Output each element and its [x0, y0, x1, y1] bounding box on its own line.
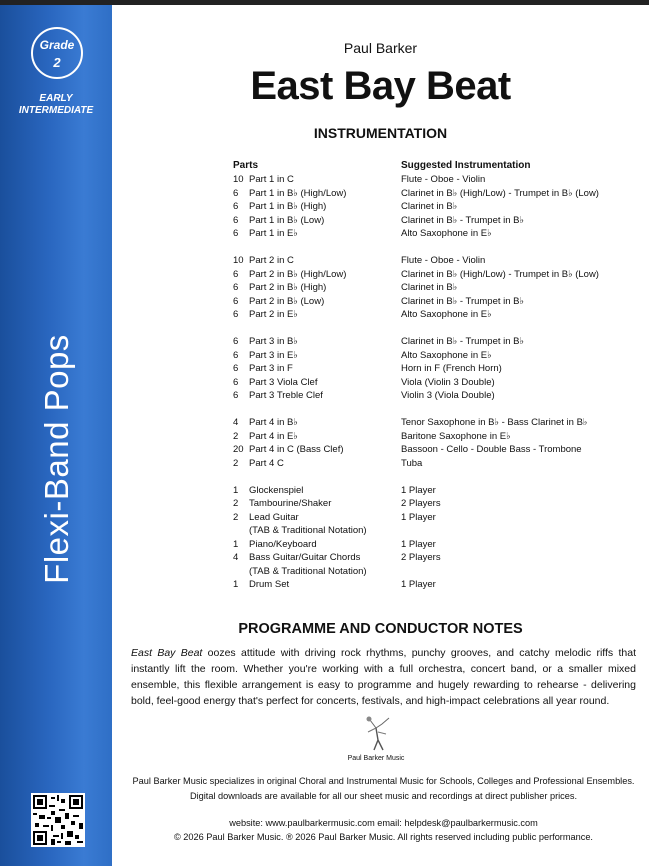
suggested-instrumentation: Alto Saxophone in E♭	[401, 309, 492, 320]
instrumentation-row	[233, 173, 633, 187]
notes-paragraph	[131, 645, 636, 709]
part-name: Drum Set	[249, 579, 290, 590]
suggested-instrumentation: Clarinet in B♭ - Trumpet in B♭	[401, 336, 525, 347]
suggested-instrumentation: Alto Saxophone in E♭	[401, 228, 492, 239]
part-quantity: 10	[233, 255, 244, 266]
publisher-contact	[131, 816, 636, 844]
part-name: (TAB & Traditional Notation)	[249, 565, 367, 577]
part-name: Part 1 in B♭ (Low)	[249, 214, 325, 226]
copyright-line: © 2026 Paul Barker Music. ® 2026 Paul Barker Music. All rights reserved including public performance.	[173, 832, 593, 842]
part-quantity: 20	[233, 444, 244, 455]
instrumentation-row	[233, 362, 633, 376]
part-name: Bass Guitar/Guitar Chords	[249, 552, 361, 563]
part-name: Part 4 in B♭	[249, 417, 298, 428]
instrumentation-row	[233, 214, 633, 228]
grade-level-line1: EARLY	[39, 93, 73, 104]
part-quantity: 2	[233, 511, 239, 523]
suggested-instrumentation: Clarinet in B♭ - Trumpet in B♭	[401, 214, 525, 226]
part-quantity: 6	[233, 214, 239, 226]
suggested-instrumentation: 2 Players	[401, 498, 441, 509]
group-spacer	[233, 403, 633, 417]
instrumentation-row	[233, 389, 633, 403]
parts-column-header: Parts	[233, 160, 259, 171]
instrumentation-row	[233, 565, 633, 579]
part-name: Part 4 in C (Bass Clef)	[249, 444, 344, 455]
suggested-instrumentation: 1 Player	[401, 579, 436, 590]
instrumentation-row	[233, 551, 633, 565]
musician-logo-icon	[356, 714, 396, 754]
grade-label: Grade	[39, 38, 75, 52]
part-name: Part 1 in E♭	[249, 228, 298, 239]
suggested-instrumentation: Tuba	[401, 457, 423, 469]
part-name: Part 2 in B♭ (High)	[249, 282, 327, 293]
suggested-instrumentation: Viola (Violin 3 Double)	[401, 376, 495, 388]
grade-level-line2: INTERMEDIATE	[18, 105, 94, 116]
suggested-instrumentation: 1 Player	[401, 511, 436, 523]
publisher-logo	[336, 712, 416, 766]
instrumentation-row	[233, 416, 633, 430]
instrumentation-row	[233, 443, 633, 457]
part-quantity: 6	[233, 295, 239, 307]
instrumentation-row	[233, 268, 633, 282]
part-quantity: 4	[233, 417, 239, 428]
part-name: Part 4 C	[249, 457, 284, 469]
suggested-instrumentation: Bassoon - Cello - Double Bass - Trombone	[401, 444, 582, 455]
part-name: Part 3 in F	[249, 363, 293, 374]
instrumentation-row	[233, 200, 633, 214]
publisher-logo-text: Paul Barker Music	[347, 755, 405, 762]
part-quantity: 1	[233, 538, 239, 550]
instrumentation-row	[233, 430, 633, 444]
part-name: Part 3 Treble Clef	[249, 390, 323, 401]
part-name: (TAB & Traditional Notation)	[249, 525, 367, 536]
part-quantity: 6	[233, 187, 239, 199]
series-title: Flexi-Band Pops	[38, 334, 75, 584]
sidebar	[0, 5, 112, 866]
part-quantity: 1	[233, 579, 239, 590]
part-quantity: 1	[233, 484, 239, 496]
part-name: Part 2 in B♭ (Low)	[249, 295, 325, 307]
suggested-instrumentation: Violin 3 (Viola Double)	[401, 390, 495, 401]
suggested-instrumentation: Clarinet in B♭ - Trumpet in B♭	[401, 295, 525, 307]
suggested-instrumentation: 1 Player	[401, 538, 436, 550]
instrumentation-row	[233, 511, 633, 525]
part-name: Piano/Keyboard	[249, 538, 317, 550]
publisher-about: Paul Barker Music specializes in original Choral and Instrumental Music for Schools, Colleges and Professional Ensembles. Digital downloads are available for all our sheet music and recordings at direct publisher prices.	[132, 776, 635, 801]
part-name: Part 4 in E♭	[249, 430, 298, 442]
part-name: Part 3 in B♭	[249, 336, 298, 347]
part-name: Part 2 in B♭ (High/Low)	[249, 268, 347, 280]
suggested-instrumentation: 2 Players	[401, 552, 441, 563]
part-name: Lead Guitar	[249, 511, 299, 523]
suggested-instrumentation: Alto Saxophone in E♭	[401, 349, 492, 361]
grade-badge	[31, 27, 83, 79]
part-quantity: 4	[233, 552, 239, 563]
instrumentation-row	[233, 349, 633, 363]
part-name: Part 3 Viola Clef	[249, 376, 318, 388]
grade-level	[0, 93, 112, 117]
instrumentation-row	[233, 254, 633, 268]
instrumentation-row	[233, 484, 633, 498]
instrumentation-row	[233, 295, 633, 309]
part-name: Part 1 in B♭ (High)	[249, 201, 327, 212]
part-quantity: 2	[233, 498, 239, 509]
part-quantity: 6	[233, 376, 239, 388]
part-quantity: 6	[233, 228, 239, 239]
suggested-instrumentation: Flute - Oboe - Violin	[401, 174, 486, 185]
piece-title: East Bay Beat	[250, 64, 511, 108]
part-name: Part 2 in E♭	[249, 309, 298, 320]
part-quantity: 2	[233, 430, 239, 442]
instrumentation-row	[233, 376, 633, 390]
suggested-instrumentation: Clarinet in B♭ (High/Low) - Trumpet in B♭ (Low)	[401, 268, 599, 280]
part-quantity: 6	[233, 349, 239, 361]
notes-heading: PROGRAMME AND CONDUCTOR NOTES	[238, 621, 523, 637]
part-name: Glockenspiel	[249, 484, 304, 496]
suggested-instrumentation: Clarinet in B♭ (High/Low) - Trumpet in B♭ (Low)	[401, 187, 599, 199]
suggested-instrumentation: Horn in F (French Horn)	[401, 363, 502, 374]
part-name: Tambourine/Shaker	[249, 498, 332, 509]
part-quantity: 2	[233, 457, 239, 469]
part-quantity: 6	[233, 282, 239, 293]
part-quantity: 6	[233, 309, 239, 320]
composer-name: Paul Barker	[343, 40, 418, 56]
instrumentation-list	[233, 173, 633, 592]
grade-number: 2	[53, 55, 61, 70]
part-quantity: 6	[233, 363, 239, 374]
group-spacer	[233, 322, 633, 336]
instrumentation-row	[233, 538, 633, 552]
instrumentation-row	[233, 281, 633, 295]
group-spacer	[233, 470, 633, 484]
instrumentation-row	[233, 335, 633, 349]
part-name: Part 1 in B♭ (High/Low)	[249, 187, 347, 199]
instrumentation-row	[233, 227, 633, 241]
part-quantity: 6	[233, 201, 239, 212]
contact-line: website: www.paulbarkermusic.com email: helpdesk@paulbarkermusic.com	[229, 818, 538, 828]
instrumentation-row	[233, 308, 633, 322]
notes-title-italic: East Bay Beat	[131, 647, 203, 659]
suggested-instrumentation: Flute - Oboe - Violin	[401, 255, 486, 266]
instrumentation-row	[233, 457, 633, 471]
instrumentation-row	[233, 497, 633, 511]
suggested-instrumentation: Tenor Saxophone in B♭ - Bass Clarinet in B♭	[401, 417, 588, 428]
suggested-column-header: Suggested Instrumentation	[401, 160, 531, 171]
group-spacer	[233, 241, 633, 255]
qr-code-icon	[31, 793, 85, 847]
part-quantity: 6	[233, 268, 239, 280]
instrumentation-heading: INSTRUMENTATION	[313, 125, 448, 141]
instrumentation-row	[233, 524, 633, 538]
part-name: Part 2 in C	[249, 255, 294, 266]
suggested-instrumentation: Clarinet in B♭	[401, 282, 458, 293]
instrumentation-row	[233, 578, 633, 592]
part-quantity: 6	[233, 336, 239, 347]
part-quantity: 10	[233, 174, 244, 185]
part-quantity: 6	[233, 390, 239, 401]
suggested-instrumentation: Clarinet in B♭	[401, 201, 458, 212]
instrumentation-row	[233, 187, 633, 201]
suggested-instrumentation: 1 Player	[401, 484, 436, 496]
suggested-instrumentation: Baritone Saxophone in E♭	[401, 430, 511, 442]
part-name: Part 3 in E♭	[249, 349, 298, 361]
part-name: Part 1 in C	[249, 174, 294, 185]
notes-body: oozes attitude with driving rock rhythms, punchy grooves, and catchy melodic riffs that instantly lift the room. Whether you're working with a full orchestra, concert band, or a smaller mixed ensemble, this flexible arrangement is easy to programme and hugely rewarding to rehearse - delivering bold, feel-good energy that's perfect for concerts, festivals, and high-impact celebrations all year round.	[131, 647, 636, 707]
